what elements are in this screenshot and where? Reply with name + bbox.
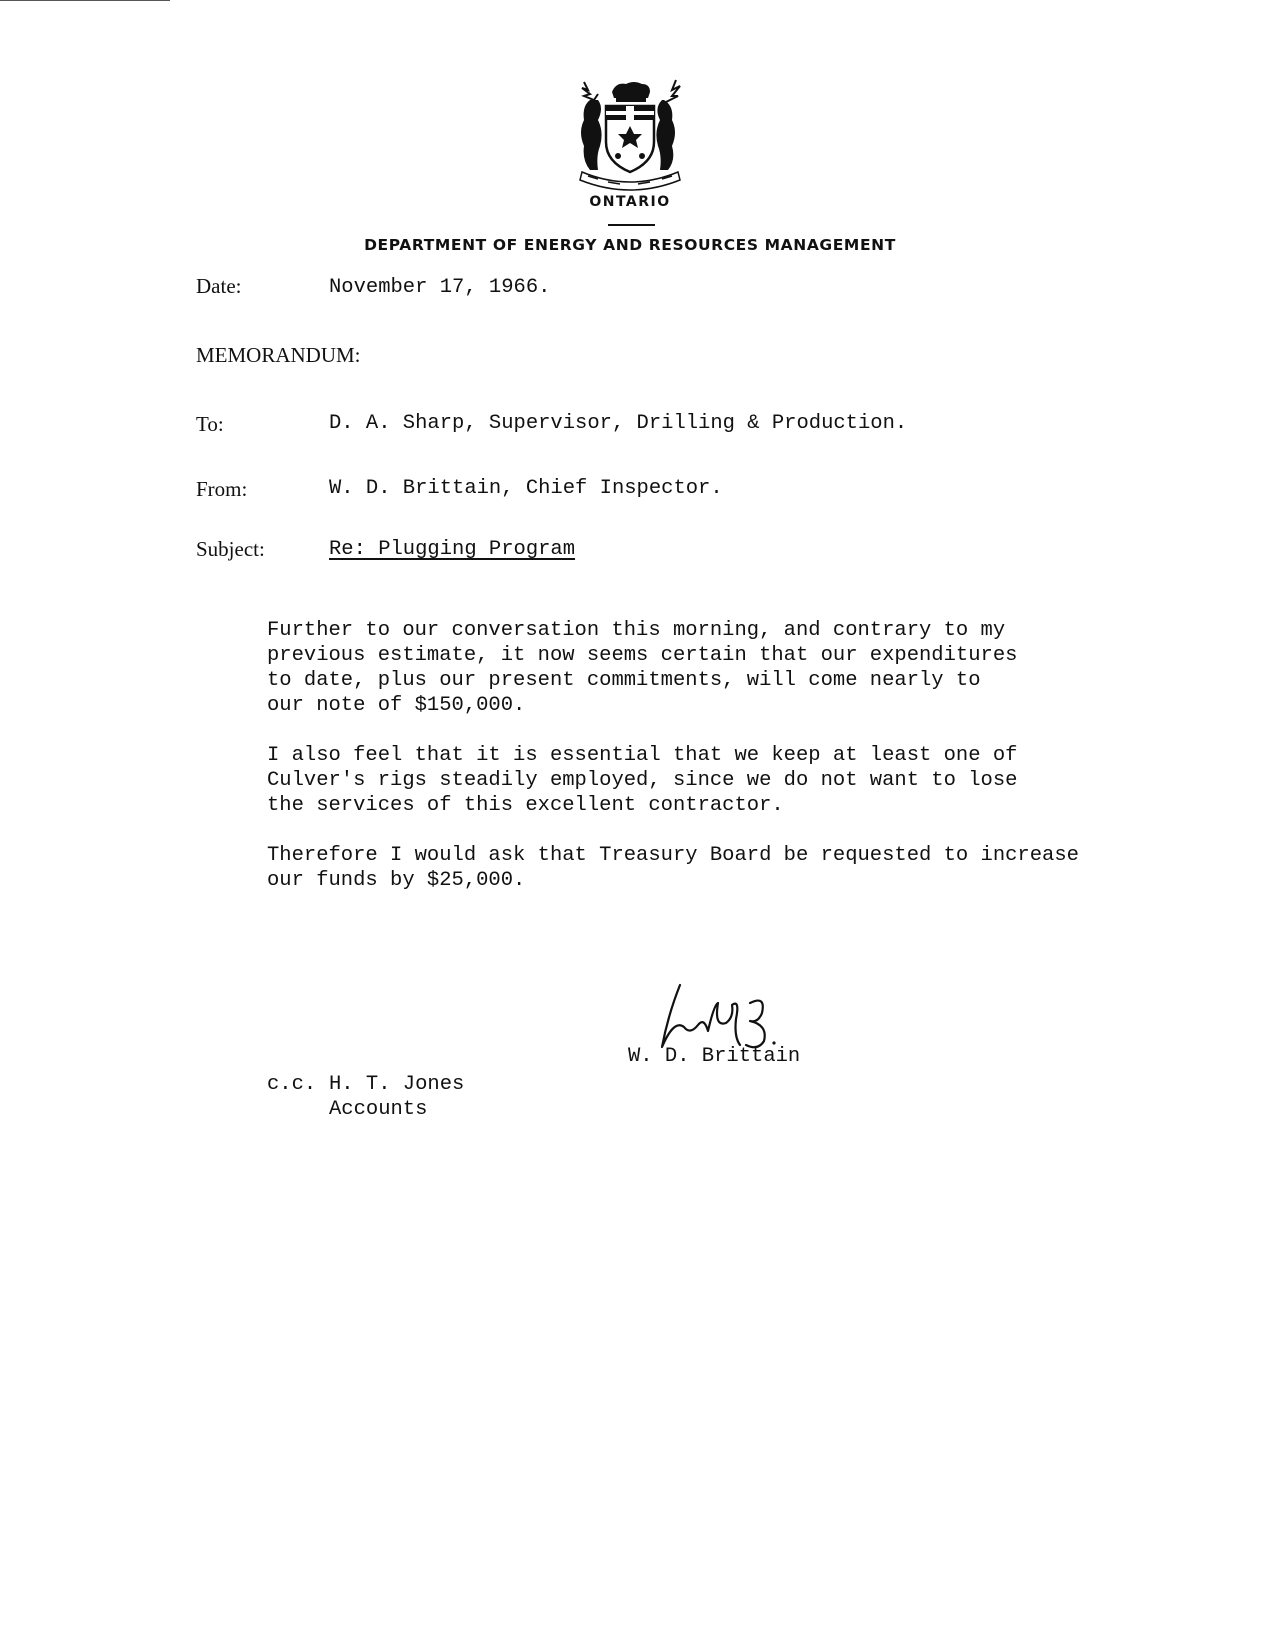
handwritten-signature [650, 975, 810, 1055]
from-label: From: [196, 477, 248, 501]
body-paragraph: Therefore I would ask that Treasury Board be requested to increase our funds by $25,000. [267, 844, 1079, 892]
subject-label: Subject: [196, 537, 265, 561]
body-paragraph: I also feel that it is essential that we keep at least one of Culver's rigs steadily employed, since we do not want to lose the services of this excellent contractor. [267, 744, 1018, 817]
department-name: DEPARTMENT OF ENERGY AND RESOURCES MANAGEMENT [364, 236, 896, 254]
from-value: W. D. Brittain, Chief Inspector. [329, 477, 723, 500]
to-value: D. A. Sharp, Supervisor, Drilling & Production. [329, 412, 908, 435]
memo-title: MEMORANDUM: [196, 343, 361, 367]
signatory-name: W. D. Brittain [628, 1045, 801, 1068]
province-name: ONTARIO [589, 194, 671, 210]
cc-recipient: Accounts [329, 1098, 428, 1121]
body-paragraph: Further to our conversation this morning, and contrary to my previous estimate, it now seems certain that our expenditures to date, plus our present commitments, will come nearly to our note of $150,000. [267, 619, 1018, 717]
letterhead-divider [608, 224, 655, 226]
to-label: To: [196, 412, 224, 436]
date-value: November 17, 1966. [329, 276, 551, 299]
date-label: Date: [196, 274, 242, 298]
subject-value: Re: Plugging Program [329, 538, 576, 561]
ontario-coat-of-arms-icon [568, 76, 692, 194]
cc-recipient: H. T. Jones [329, 1073, 465, 1096]
cc-label: c.c. [267, 1073, 317, 1096]
scan-edge-line [0, 0, 170, 1]
